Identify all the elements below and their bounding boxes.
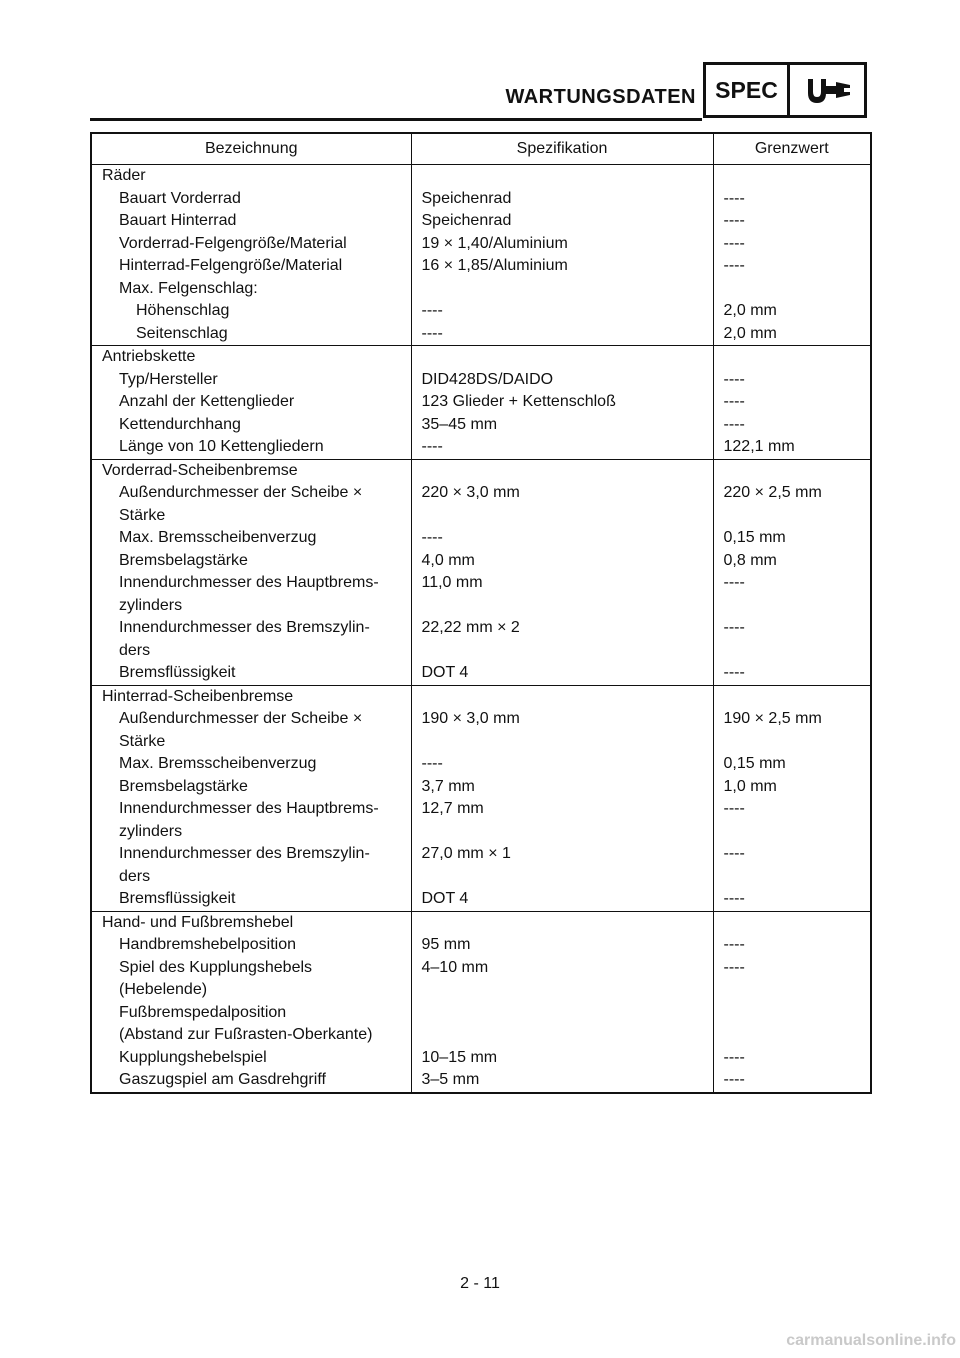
spec-cell [411, 911, 713, 1093]
item-spec: 22,22 mm × 2 [421, 619, 520, 636]
item-limit: ---- [723, 257, 745, 274]
item-spec: ---- [421, 324, 443, 342]
item-limit: 2,0 mm [723, 302, 777, 319]
item-spec [422, 1002, 713, 1025]
item-name: Innendurchmesser des Hauptbrems- [119, 800, 379, 817]
item-spec: 12,7 mm [421, 800, 484, 817]
item-spec: 3,7 mm [421, 777, 475, 795]
spacer-line [422, 979, 713, 1002]
item-name: Kupplungshebelspiel [119, 1048, 267, 1066]
item-spec: Speichenrad [421, 189, 512, 207]
spec-cell [411, 165, 713, 346]
spacer-line [724, 866, 871, 889]
name-cell [91, 346, 411, 460]
item-name: Innendurchmesser des Hauptbrems- [119, 574, 379, 591]
item-limit: ---- [723, 393, 745, 410]
item-name: Max. Felgenschlag: [119, 279, 258, 297]
spacer-line [422, 460, 713, 483]
item-limit [724, 278, 871, 301]
item-name: Bremsbelagstärke [119, 551, 248, 569]
item-name: zylinders [119, 596, 183, 614]
item-name: Bremsbelagstärke [119, 777, 248, 795]
item-name: Max. Bremsscheibenverzug [119, 755, 317, 772]
limit-cell [713, 346, 871, 460]
item-limit: 1,0 mm [723, 777, 777, 795]
title-rule [90, 118, 702, 121]
item-limit: 0,15 mm [723, 529, 786, 546]
item-limit: ---- [723, 619, 745, 636]
item-limit: ---- [723, 370, 745, 388]
table-body [91, 165, 871, 1093]
group-title: Vorderrad-Scheibenbremse [102, 461, 298, 479]
item-limit: ---- [723, 212, 745, 229]
page-number: 2 - 11 [460, 1275, 500, 1292]
item-limit: ---- [723, 415, 745, 433]
item-spec: 95 mm [421, 936, 471, 953]
name-cell [91, 911, 411, 1093]
limit-cell [713, 685, 871, 911]
item-name: Seitenschlag [136, 324, 228, 342]
spec-cell [411, 346, 713, 460]
group-title: Hand- und Fußbremshebel [102, 913, 294, 931]
item-name: Innendurchmesser des Bremszylin- [119, 619, 370, 636]
tool-badge [787, 62, 867, 118]
item-spec: 4–10 mm [421, 958, 489, 976]
spacer-line [422, 686, 713, 709]
specification-table [90, 132, 872, 1094]
group-title: Räder [102, 167, 146, 184]
item-name: Hinterrad-Felgengröße/Material [119, 257, 343, 274]
item-name: Innendurchmesser des Bremszylin- [119, 845, 370, 862]
item-name: zylinders [119, 822, 183, 840]
item-spec: Speichenrad [421, 212, 512, 229]
spacer-line [724, 346, 871, 369]
item-limit: 122,1 mm [723, 438, 795, 455]
table-group [91, 165, 871, 346]
item-spec: 35–45 mm [421, 415, 498, 433]
item-limit: ---- [723, 189, 745, 207]
spacer-line [724, 1024, 871, 1047]
spacer-line [724, 640, 871, 663]
item-spec: DOT 4 [421, 664, 469, 681]
item-name: Typ/Hersteller [119, 370, 218, 388]
wrench-icon [800, 73, 856, 109]
item-name: Anzahl der Kettenglieder [119, 393, 295, 410]
item-spec: 123 Glieder + Kettenschloß [421, 393, 616, 410]
item-spec: 27,0 mm × 1 [421, 845, 511, 862]
group-title: Antriebskette [102, 348, 196, 365]
item-name: Handbremshebelposition [119, 936, 296, 953]
item-limit: 2,0 mm [723, 324, 777, 342]
page-title: WARTUNGSDATEN [505, 86, 696, 108]
table-group [91, 346, 871, 460]
spacer-line [422, 912, 713, 935]
table-group [91, 911, 871, 1093]
item-name: Bauart Vorderrad [119, 189, 241, 207]
item-name: Bremsflüssigkeit [119, 664, 236, 681]
spacer-line [422, 821, 713, 844]
item-limit: ---- [723, 800, 745, 817]
spacer-line [422, 505, 713, 528]
item-name: Spiel des Kupplungshebels [119, 958, 313, 976]
item-spec: 19 × 1,40/Aluminium [421, 234, 568, 252]
spacer-line [724, 912, 871, 935]
spec-badge: SPEC [703, 62, 790, 118]
item-spec: ---- [421, 438, 443, 455]
spacer-line [422, 640, 713, 663]
item-spec: 3–5 mm [421, 1071, 480, 1088]
item-name: Vorderrad-Felgengröße/Material [119, 234, 347, 252]
spacer-line [724, 505, 871, 528]
item-spec: DID428DS/DAIDO [421, 370, 554, 388]
item-name: ders [119, 641, 151, 659]
column-header: Spezifikation [411, 133, 713, 165]
spacer-line [422, 731, 713, 754]
spec-cell [411, 459, 713, 685]
item-limit: ---- [723, 574, 745, 591]
item-spec: 4,0 mm [421, 551, 475, 569]
item-name: Höhenschlag [136, 302, 230, 319]
item-name: Bauart Hinterrad [119, 212, 237, 229]
name-cell [91, 165, 411, 346]
spacer-line [724, 460, 871, 483]
watermark: carmanualsonline.info [786, 1332, 956, 1349]
table-group [91, 685, 871, 911]
spacer-line [422, 1024, 713, 1047]
item-name: Kettendurchhang [119, 415, 241, 433]
item-limit: 190 × 2,5 mm [723, 710, 822, 727]
limit-cell [713, 165, 871, 346]
column-header: Grenzwert [713, 133, 871, 165]
item-name: (Hebelende) [119, 981, 208, 998]
item-name: Gaszugspiel am Gasdrehgriff [119, 1071, 326, 1088]
item-limit: ---- [723, 958, 745, 976]
item-limit: ---- [723, 1071, 745, 1088]
spec-cell [411, 685, 713, 911]
spacer-line [422, 165, 713, 188]
item-spec: 10–15 mm [421, 1048, 498, 1066]
name-cell [91, 459, 411, 685]
item-limit: ---- [723, 1048, 745, 1066]
item-name: Außendurchmesser der Scheibe × [119, 710, 363, 727]
item-limit [724, 1002, 871, 1025]
spacer-line [724, 165, 871, 188]
spacer-line [724, 595, 871, 618]
item-spec: 11,0 mm [421, 574, 483, 591]
item-spec: 190 × 3,0 mm [421, 710, 520, 727]
item-name: Länge von 10 Kettengliedern [119, 438, 324, 455]
limit-cell [713, 459, 871, 685]
table-group [91, 459, 871, 685]
spacer-line [724, 686, 871, 709]
item-spec [422, 278, 713, 301]
spacer-line [724, 979, 871, 1002]
name-cell [91, 685, 411, 911]
item-name: Bremsflüssigkeit [119, 890, 236, 907]
spacer-line [422, 595, 713, 618]
item-limit: 0,8 mm [723, 551, 777, 569]
item-name: Stärke [119, 732, 166, 750]
group-title: Hinterrad-Scheibenbremse [102, 687, 294, 705]
item-limit: ---- [723, 936, 745, 953]
item-spec: ---- [421, 529, 443, 546]
item-limit: ---- [723, 845, 745, 862]
item-name: Stärke [119, 506, 166, 524]
limit-cell [713, 911, 871, 1093]
item-name: Außendurchmesser der Scheibe × [119, 484, 363, 501]
item-name: Fußbremspedalposition [119, 1003, 287, 1021]
item-spec: ---- [421, 302, 443, 319]
item-limit: 0,15 mm [723, 755, 786, 772]
column-header: Bezeichnung [91, 133, 411, 165]
item-spec: ---- [421, 755, 443, 772]
spacer-line [724, 821, 871, 844]
item-limit: 220 × 2,5 mm [723, 484, 822, 501]
item-spec: DOT 4 [421, 890, 469, 907]
item-name: Max. Bremsscheibenverzug [119, 529, 317, 546]
table-header-row [91, 133, 871, 165]
spacer-line [422, 346, 713, 369]
item-limit: ---- [723, 664, 745, 681]
item-spec: 220 × 3,0 mm [421, 484, 520, 501]
item-limit: ---- [723, 234, 745, 252]
spacer-line [724, 731, 871, 754]
spacer-line [422, 866, 713, 889]
item-limit: ---- [723, 890, 745, 907]
item-name: ders [119, 867, 151, 885]
item-spec: 16 × 1,85/Aluminium [421, 257, 568, 274]
item-name: (Abstand zur Fußrasten-Oberkante) [119, 1026, 373, 1043]
